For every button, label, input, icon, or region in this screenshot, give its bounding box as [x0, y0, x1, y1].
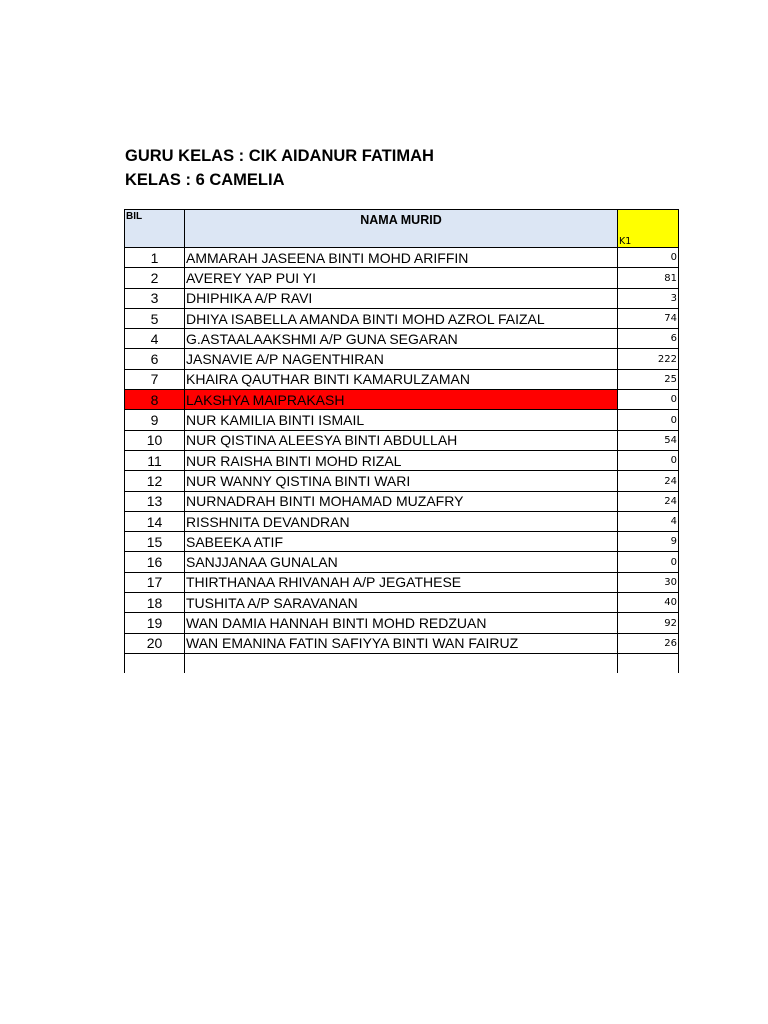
- student-name-cell: NUR KAMILIA BINTI ISMAIL: [185, 410, 618, 430]
- table-row: [125, 349, 679, 369]
- table-row: [125, 288, 679, 308]
- student-name-cell: G.ASTAALAAKSHMI A/P GUNA SEGARAN: [185, 329, 618, 349]
- student-table: [124, 209, 679, 673]
- student-name-cell: RISSHNITA DEVANDRAN: [185, 511, 618, 531]
- k1-score-cell: 9: [618, 532, 679, 552]
- table-header-row: [125, 210, 679, 248]
- student-name-cell: DHIPHIKA A/P RAVI: [185, 288, 618, 308]
- k1-score-cell: 54: [618, 430, 679, 450]
- k1-score-cell: 0: [618, 248, 679, 268]
- k1-score-cell: 74: [618, 308, 679, 328]
- table-row: [125, 450, 679, 470]
- student-name-cell: THIRTHANAA RHIVANAH A/P JEGATHESE: [185, 572, 618, 592]
- table-row: [125, 471, 679, 491]
- student-name-cell: KHAIRA QAUTHAR BINTI KAMARULZAMAN: [185, 369, 618, 389]
- student-name-cell: WAN DAMIA HANNAH BINTI MOHD REDZUAN: [185, 613, 618, 633]
- table-row: [125, 613, 679, 633]
- student-name-cell: WAN EMANINA FATIN SAFIYYA BINTI WAN FAIRUZ: [185, 633, 618, 653]
- row-number-cell: 12: [125, 471, 185, 491]
- student-name-cell: JASNAVIE A/P NAGENTHIRAN: [185, 349, 618, 369]
- row-number-cell: 15: [125, 532, 185, 552]
- table-row: [125, 491, 679, 511]
- empty-cell: [125, 653, 185, 673]
- k1-score-cell: 24: [618, 471, 679, 491]
- k1-score-cell: 30: [618, 572, 679, 592]
- student-name-cell: SANJJANAA GUNALAN: [185, 552, 618, 572]
- row-number-cell: 8: [125, 390, 185, 410]
- row-number-cell: 9: [125, 410, 185, 430]
- table-row: [125, 633, 679, 653]
- row-number-cell: 19: [125, 613, 185, 633]
- row-number-cell: 11: [125, 450, 185, 470]
- k1-score-cell: 4: [618, 511, 679, 531]
- k1-score-cell: 0: [618, 552, 679, 572]
- k1-score-cell: 81: [618, 268, 679, 288]
- table-row: [125, 268, 679, 288]
- empty-cell: [618, 653, 679, 673]
- teacher-heading: GURU KELAS : CIK AIDANUR FATIMAH: [125, 147, 434, 165]
- row-number-cell: 4: [125, 329, 185, 349]
- column-header-k1: K1: [618, 210, 679, 248]
- row-number-cell: 7: [125, 369, 185, 389]
- row-number-cell: 3: [125, 288, 185, 308]
- student-name-cell: AVEREY YAP PUI YI: [185, 268, 618, 288]
- student-name-cell: NURNADRAH BINTI MOHAMAD MUZAFRY: [185, 491, 618, 511]
- k1-score-cell: 0: [618, 450, 679, 470]
- row-number-cell: 6: [125, 349, 185, 369]
- empty-table-row: [125, 653, 679, 673]
- row-number-cell: 20: [125, 633, 185, 653]
- table-row: [125, 511, 679, 531]
- column-header-bil: BIL: [125, 210, 185, 248]
- table-row: [125, 369, 679, 389]
- student-name-cell: SABEEKA ATIF: [185, 532, 618, 552]
- row-number-cell: 18: [125, 593, 185, 613]
- student-name-cell: NUR WANNY QISTINA BINTI WARI: [185, 471, 618, 491]
- row-number-cell: 13: [125, 491, 185, 511]
- row-number-cell: 17: [125, 572, 185, 592]
- column-header-name: NAMA MURID: [185, 210, 618, 248]
- row-number-cell: 5: [125, 308, 185, 328]
- k1-score-cell: 6: [618, 329, 679, 349]
- row-number-cell: 1: [125, 248, 185, 268]
- k1-score-cell: 0: [618, 410, 679, 430]
- empty-cell: [185, 653, 618, 673]
- k1-score-cell: 25: [618, 369, 679, 389]
- table-row-highlighted: [125, 390, 679, 410]
- table-row: [125, 552, 679, 572]
- table-row: [125, 410, 679, 430]
- row-number-cell: 2: [125, 268, 185, 288]
- row-number-cell: 10: [125, 430, 185, 450]
- table-row: [125, 430, 679, 450]
- k1-score-cell: 0: [618, 390, 679, 410]
- k1-score-cell: 40: [618, 593, 679, 613]
- k1-score-cell: 222: [618, 349, 679, 369]
- row-number-cell: 14: [125, 511, 185, 531]
- student-name-cell: LAKSHYA MAIPRAKASH: [185, 390, 618, 410]
- table-row: [125, 572, 679, 592]
- student-name-cell: DHIYA ISABELLA AMANDA BINTI MOHD AZROL FAIZAL: [185, 308, 618, 328]
- table-row: [125, 308, 679, 328]
- k1-score-cell: 3: [618, 288, 679, 308]
- student-name-cell: NUR QISTINA ALEESYA BINTI ABDULLAH: [185, 430, 618, 450]
- table-row: [125, 593, 679, 613]
- table-body: [125, 248, 679, 673]
- class-heading: KELAS : 6 CAMELIA: [125, 171, 285, 189]
- table-row: [125, 329, 679, 349]
- k1-score-cell: 92: [618, 613, 679, 633]
- student-name-cell: NUR RAISHA BINTI MOHD RIZAL: [185, 450, 618, 470]
- table-row: [125, 248, 679, 268]
- k1-score-cell: 26: [618, 633, 679, 653]
- student-name-cell: TUSHITA A/P SARAVANAN: [185, 593, 618, 613]
- student-name-cell: AMMARAH JASEENA BINTI MOHD ARIFFIN: [185, 248, 618, 268]
- table-row: [125, 532, 679, 552]
- k1-score-cell: 24: [618, 491, 679, 511]
- row-number-cell: 16: [125, 552, 185, 572]
